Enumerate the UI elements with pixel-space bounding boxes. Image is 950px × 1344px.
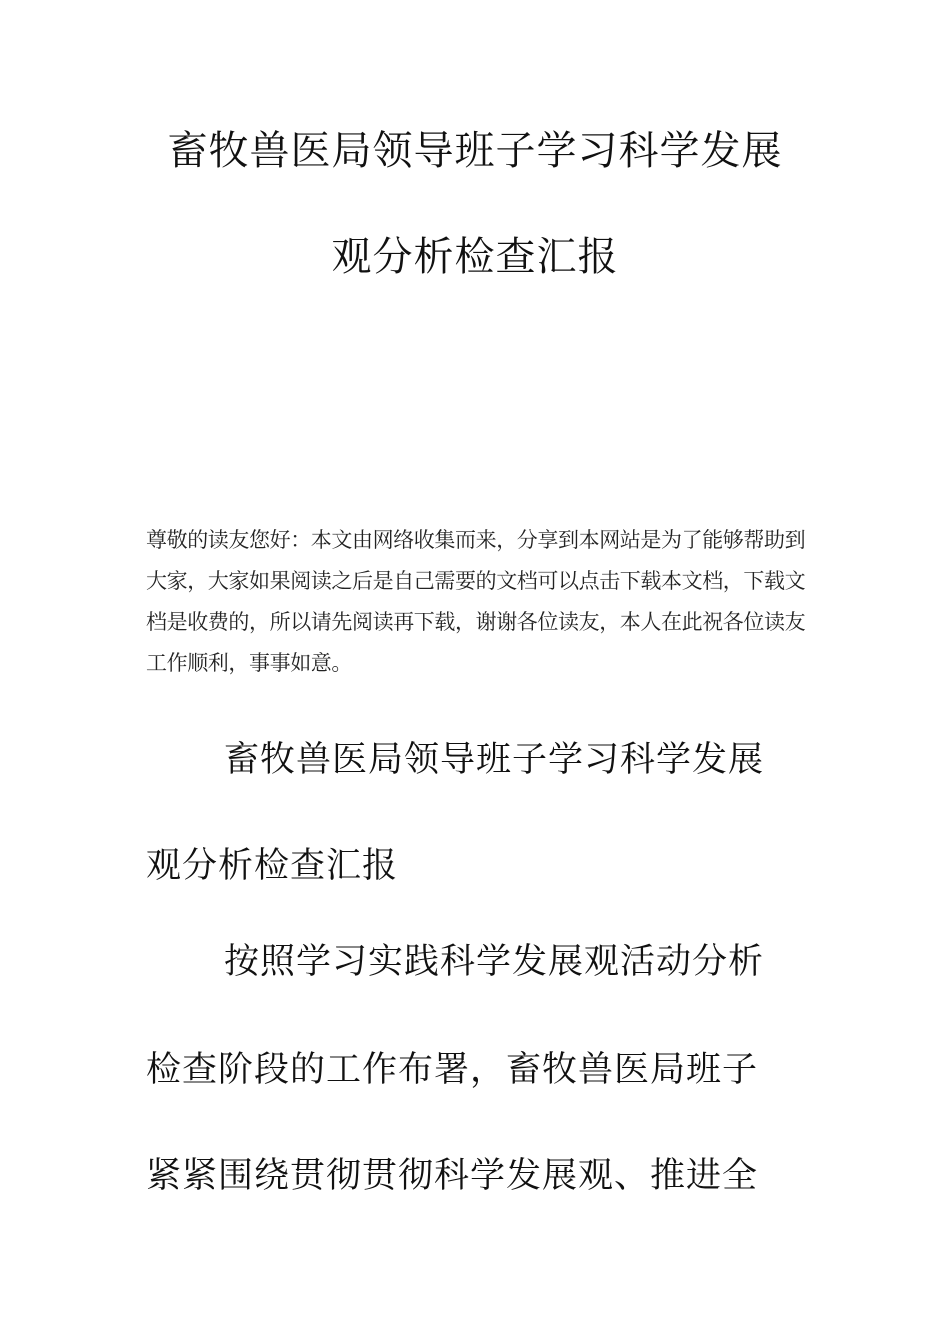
document-title-line-1: 畜牧兽医局领导班子学习科学发展 [167,128,783,174]
reader-notice: 尊敬的读友您好：本文由网络收集而来，分享到本网站是为了能够帮助到大家，大家如果阅读之后是自己需要的文档可以点击下载本文档，下载文档是收费的，所以请先阅读再下载，谢谢各位读友，本人在此祝各位读友工作顺利，事事如意。 [146,528,806,675]
body-heading-line-2: 观分析检查汇报 [146,846,399,886]
body-paragraph-line-2: 检查阶段的工作布署，畜牧兽医局班子 [146,1050,759,1090]
body-paragraph-line-1: 按照学习实践科学发展观活动分析 [224,942,765,982]
body-heading-line-1: 畜牧兽医局领导班子学习科学发展 [224,740,765,780]
body-paragraph-line-3: 紧紧围绕贯彻贯彻科学发展观、推进全 [146,1156,759,1196]
document-title-line-2: 观分析检查汇报 [331,234,619,280]
